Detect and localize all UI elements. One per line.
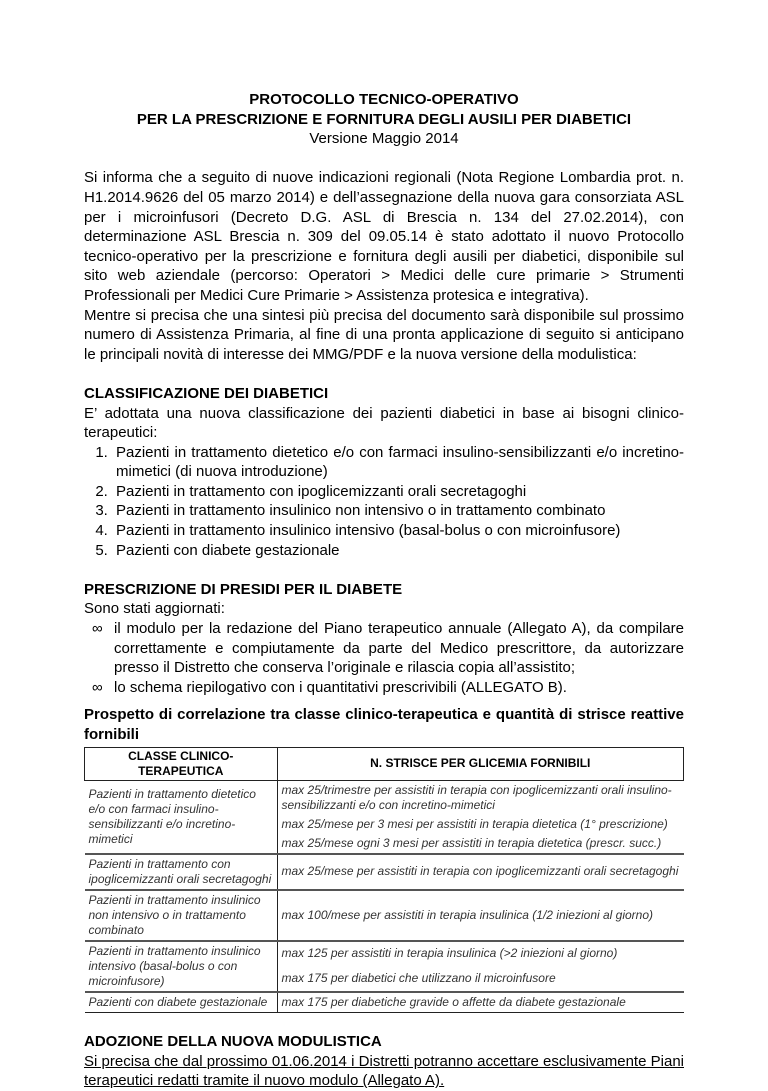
- table-row: [85, 780, 684, 815]
- prescription-heading: PRESCRIZIONE DI PRESIDI PER IL DIABETE: [84, 580, 403, 598]
- document-page: [84, 90, 684, 1091]
- list-item: 5. Pazienti con diabete gestazionale: [112, 541, 684, 561]
- intro-paragraph-2: Mentre si precisa che una sintesi più precisa del documento sarà disponibile sul prossimo numero di Assistenza Primaria, al fine di una pronta applicazione di seguito si anticipano le principali novità di interesse dei MMG/PDF e la nuova versione della modulistica:: [84, 306, 684, 363]
- table-cell-strips: max 175 per diabetici che utilizzano il microinfusore: [281, 970, 556, 985]
- table-row: [85, 854, 684, 890]
- table-caption: Prospetto di correlazione tra classe clinico-terapeutica e quantità di strisce reattive fornibili: [84, 706, 684, 743]
- prescription-list: [84, 619, 684, 697]
- table-header-row: [85, 747, 684, 780]
- classification-list: [84, 443, 684, 561]
- strips-table: [84, 747, 684, 1013]
- table-row: [85, 941, 684, 967]
- table-row: [85, 992, 684, 1013]
- table-cell-strips: max 25/mese ogni 3 mesi per assistiti in terapia dietetica (prescr. succ.): [281, 835, 662, 850]
- table-cell-strips: max 25/mese per 3 mesi per assistiti in terapia dietetica (1° prescrizione): [281, 816, 668, 831]
- table-row: [85, 890, 684, 941]
- table-cell-strips: max 125 per assistiti in terapia insulinica (>2 iniezioni al giorno): [277, 941, 684, 967]
- infinity-bullet-icon: ∞: [92, 620, 103, 638]
- doc-title-line2: PER LA PRESCRIZIONE E FORNITURA DEGLI AUSILI PER DIABETICI: [136, 110, 632, 128]
- list-item: 3. Pazienti in trattamento insulinico non intensivo o in trattamento combinato: [112, 501, 684, 521]
- table-cell-class: Pazienti con diabete gestazionale: [85, 992, 278, 1013]
- list-item: 1. Pazienti in trattamento dietetico e/o con farmaci insulino-sensibilizzanti e/o incretino-mimetici (di nuova introduzione): [112, 443, 684, 482]
- table-cell-class: Pazienti in trattamento dietetico e/o con farmaci insulino-sensibilizzanti e/o incretino-mimetici: [85, 780, 278, 854]
- intro-paragraph-1: Si informa che a seguito di nuove indicazioni regionali (Nota Regione Lombardia prot. n. H1.2014.9626 del 05 marzo 2014) e dell’assegnazione della nuova gara consorziata ASL per i microinfusori (Decreto D.G. ASL di Brescia n. 134 del 27.02.2014), con determinazione ASL Brescia n. 309 del 09.05.14 è stato adottato il nuovo Protocollo tecnico-operativo per la prescrizione e fornitura degli ausili per diabetici, disponibile sul sito web aziendale (percorso: Operatori > Medici delle cure primarie > Strumenti Professionali per Medici Cure Primarie > Assistenza protesica e integrativa).: [84, 169, 684, 304]
- table-cell-class: Pazienti in trattamento insulinico intensivo (basal-bolus o con microinfusore): [85, 941, 278, 992]
- doc-version: Versione Maggio 2014: [309, 130, 459, 148]
- column-header: N. STRISCE PER GLICEMIA FORNIBILI: [277, 747, 684, 780]
- list-item: [92, 619, 684, 678]
- adoption-heading: ADOZIONE DELLA NUOVA MODULISTICA: [84, 1033, 382, 1051]
- table-cell-class: Pazienti in trattamento insulinico non intensivo o in trattamento combinato: [85, 890, 278, 941]
- classification-heading: CLASSIFICAZIONE DEI DIABETICI: [84, 384, 329, 402]
- doc-title-line1: PROTOCOLLO TECNICO-OPERATIVO: [249, 91, 519, 108]
- list-item: 2. Pazienti in trattamento con ipoglicemizzanti orali secretagoghi: [112, 482, 684, 502]
- list-item-text: lo schema riepilogativo con i quantitativi prescrivibili (ALLEGATO B).: [114, 678, 567, 696]
- column-header: CLASSE CLINICO-TERAPEUTICA: [85, 747, 278, 780]
- prescription-lead: Sono stati aggiornati:: [84, 600, 225, 618]
- adoption-text: Si precisa che dal prossimo 01.06.2014 i Distretti potranno accettare esclusivamente Piani terapeutici redatti tramite il nuovo modulo (Allegato A).: [84, 1052, 684, 1090]
- list-item-text: il modulo per la redazione del Piano terapeutico annuale (Allegato A), da compilare correttamente e compiutamente da parte del Medico prescrittore, da autorizzare presso il Distretto che conserva l’originale e rilascia copia all’assistito;: [114, 620, 684, 677]
- table-cell-strips: max 100/mese per assistiti in terapia insulinica (1/2 iniezioni al giorno): [277, 890, 684, 941]
- classification-lead: E’ adottata una nuova classificazione dei pazienti diabetici in base ai bisogni clinico-terapeutici:: [84, 404, 684, 442]
- table-cell-strips: max 175 per diabetiche gravide o affette da diabete gestazionale: [277, 992, 684, 1013]
- infinity-bullet-icon: ∞: [92, 678, 103, 696]
- table-cell-strips: max 25/trimestre per assistiti in terapia con ipoglicemizzanti orali insulino-sensibilizzanti e/o con incretino-mimetici: [281, 782, 672, 812]
- table-cell-class: Pazienti in trattamento con ipoglicemizzanti orali secretagoghi: [85, 854, 278, 890]
- list-item: [92, 678, 684, 698]
- list-item: 4. Pazienti in trattamento insulinico intensivo (basal-bolus o con microinfusore): [112, 521, 684, 541]
- table-cell-strips: max 25/mese per assistiti in terapia con ipoglicemizzanti orali secretagoghi: [277, 854, 684, 890]
